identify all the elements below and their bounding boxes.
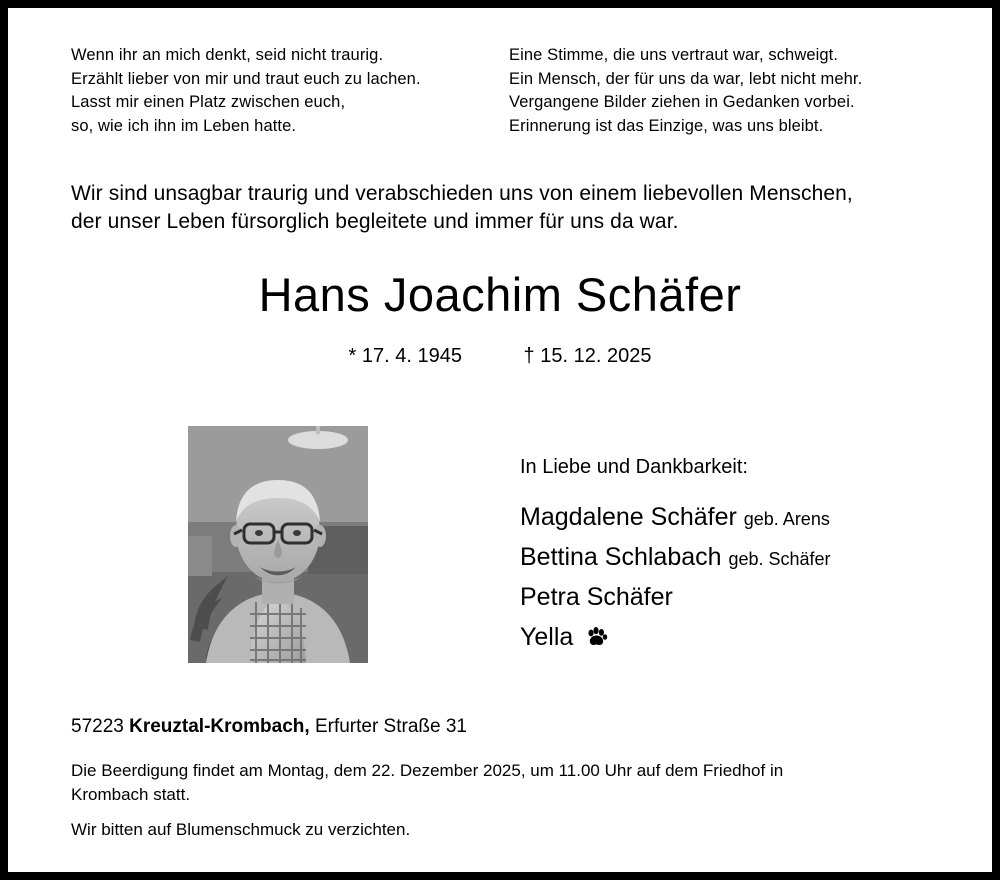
family-member-name: Petra Schäfer [520, 583, 673, 611]
life-dates [8, 345, 992, 368]
family-member-name: Magdalene Schäfer [520, 503, 737, 531]
family-block [520, 456, 960, 658]
poem-line: Eine Stimme, die uns vertraut war, schweigt. [509, 46, 839, 64]
poem-line: Lasst mir einen Platz zwischen euch, [71, 93, 346, 111]
family-member [520, 538, 960, 578]
flowers-note: Wir bitten auf Blumenschmuck zu verzichten. [71, 820, 411, 839]
intro-line: Wir sind unsagbar traurig und verabschieden uns von einem liebevollen Menschen, [71, 182, 853, 205]
family-member [520, 498, 960, 538]
family-member-name: Yella [520, 623, 574, 651]
intro-line: der unser Leben fürsorglich begleitete und immer für uns da war. [71, 210, 679, 233]
poem-line: Erzählt lieber von mir und traut euch zu lachen. [71, 69, 421, 88]
poem-line: Erinnerung ist das Einzige, was uns bleibt. [509, 116, 824, 135]
address-city: Kreuztal-Krombach, [129, 716, 310, 737]
address-zip: 57223 [71, 716, 124, 737]
funeral-line: Krombach statt. [71, 785, 191, 804]
family-member-suffix: geb. Arens [743, 509, 830, 529]
address-line [71, 716, 467, 738]
paw-print-icon [586, 620, 608, 658]
family-member [520, 618, 960, 658]
family-member [520, 578, 960, 618]
intro-paragraph [71, 180, 951, 236]
family-heading: In Liebe und Dankbarkeit: [520, 456, 748, 478]
birth-date: * 17. 4. 1945 [348, 345, 462, 367]
poem-line: Ein Mensch, der für uns da war, lebt nicht mehr. [509, 69, 863, 88]
poem-line: Vergangene Bilder ziehen in Gedanken vorbei. [509, 93, 855, 111]
address-street: Erfurter Straße 31 [314, 716, 467, 737]
poem-line: Wenn ihr an mich denkt, seid nicht traurig. [71, 46, 384, 64]
poem-block [8, 44, 992, 138]
poem-column-right [458, 44, 992, 138]
funeral-info [71, 759, 951, 807]
family-member-suffix: geb. Schäfer [728, 549, 831, 569]
portrait-photo-graphic [188, 426, 368, 663]
death-date: 15. 12. 2025 [540, 345, 652, 367]
obituary-card [8, 8, 992, 872]
cross-icon: † [523, 345, 535, 367]
photo-and-family [8, 426, 992, 676]
portrait-photo [188, 426, 368, 663]
poem-line: so, wie ich ihn im Leben hatte. [71, 116, 297, 135]
deceased-name: Hans Joachim Schäfer [258, 268, 742, 321]
funeral-line: Die Beerdigung findet am Montag, dem 22. Dezember 2025, um 11.00 Uhr auf dem Friedhof in [71, 761, 784, 780]
family-member-name: Bettina Schlabach [520, 543, 722, 571]
poem-column-left [8, 44, 458, 138]
